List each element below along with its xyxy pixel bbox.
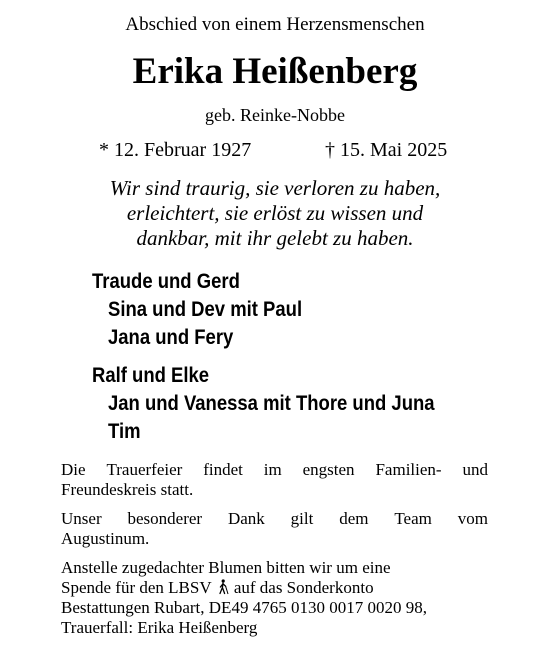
- notice-heading: Abschied von einem Herzensmenschen: [125, 14, 425, 35]
- word: engsten: [302, 460, 355, 479]
- family-member: Sina und Dev mit Paul: [108, 298, 303, 321]
- quote-line: dankbar, mit ihr gelebt zu haben.: [136, 226, 414, 250]
- donation-text: auf das Sonderkonto: [233, 578, 374, 597]
- death-date: † 15. Mai 2025: [325, 139, 448, 161]
- donation-text: Spende für den LBSV: [61, 578, 212, 597]
- word: besonderer: [127, 509, 203, 528]
- word: und: [462, 460, 488, 479]
- funeral-note-line: Freundeskreis statt.: [61, 480, 194, 499]
- quote-line: erleichtert, sie erlöst zu wissen und: [126, 201, 424, 225]
- birth-name: geb. Reinke-Nobbe: [205, 105, 345, 125]
- memorial-quote: [0, 176, 550, 251]
- family-member: Tim: [108, 420, 141, 443]
- word: Dank: [227, 509, 265, 528]
- birth-date: * 12. Februar 1927: [99, 139, 252, 161]
- donation-note-line: Trauerfall: Erika Heißenberg: [61, 618, 258, 637]
- donation-note-line: [61, 578, 427, 598]
- thanks-note: [61, 509, 488, 549]
- word: Familien-: [375, 460, 442, 479]
- thanks-note-line: [61, 509, 488, 529]
- word: dem: [339, 509, 369, 528]
- word: Unser: [61, 509, 102, 528]
- family-member: Jana und Fery: [108, 326, 234, 349]
- donation-note: [61, 558, 427, 638]
- thanks-note-line: Augustinum.: [61, 529, 150, 548]
- family-lead: Ralf und Elke: [92, 364, 210, 387]
- funeral-note: [61, 460, 488, 500]
- donation-note-line: Bestattungen Rubart, DE49 4765 0130 0017 0020 98,: [61, 598, 427, 617]
- word: findet: [203, 460, 243, 479]
- quote-line: Wir sind traurig, sie verloren zu haben,: [109, 176, 441, 200]
- word: Team: [394, 509, 432, 528]
- family-lead: Traude und Gerd: [92, 270, 240, 293]
- white-cane-walker-icon: [217, 579, 229, 595]
- word: vom: [457, 509, 488, 528]
- family-member: Jan und Vanessa mit Thore und Juna: [108, 392, 435, 415]
- word: gilt: [290, 509, 314, 528]
- deceased-name: Erika Heißenberg: [132, 51, 418, 92]
- funeral-note-line: [61, 460, 488, 480]
- donation-note-line: Anstelle zugedachter Blumen bitten wir um eine: [61, 558, 391, 577]
- word: Trauerfeier: [106, 460, 183, 479]
- word: Die: [61, 460, 86, 479]
- word: im: [263, 460, 282, 479]
